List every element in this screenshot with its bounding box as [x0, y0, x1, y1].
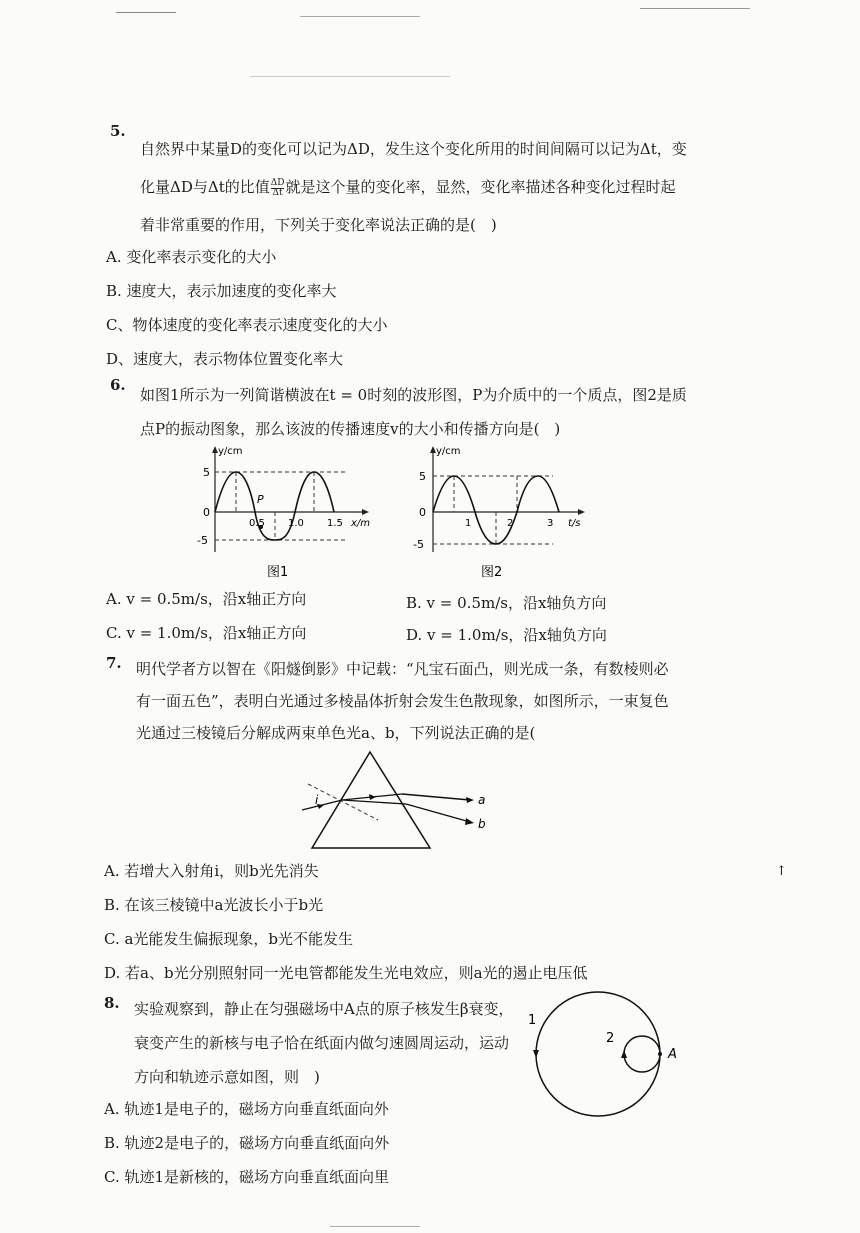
figure-2-caption: 图2	[481, 565, 503, 580]
question-7-line-3: 光通过三棱镜后分解成两束单色光a、b，下列说法正确的是(	[136, 724, 536, 742]
track-2-arrow	[621, 1050, 627, 1058]
question-7-option-a: A. 若增大入射角i，则b光先消失	[104, 862, 319, 880]
question-7-number: 7.	[106, 654, 122, 672]
t-tick-1: 1	[465, 518, 472, 529]
scan-artifact	[640, 8, 750, 9]
question-8-option-a: A. 轨迹1是电子的，磁场方向垂直纸面向外	[104, 1100, 389, 1118]
t-axis-label: t/s	[568, 518, 581, 529]
ray-b-label: b	[478, 817, 486, 831]
question-6-line-2: 点P的振动图象，那么该波的传播速度v的大小和传播方向是( )	[140, 420, 561, 438]
question-6-option-d: D. v = 1.0m/s，沿x轴负方向	[406, 626, 607, 644]
y-axis-label: y/cm	[436, 446, 461, 457]
arrow-inside	[369, 794, 376, 800]
question-8-line-3: 方向和轨迹示意如图，则 )	[134, 1068, 320, 1086]
scan-artifact	[116, 12, 176, 13]
point-a-marker	[658, 1052, 662, 1056]
question-5-line-1: 自然界中某量D的变化可以记为ΔD，发生这个变化所用的时间间隔可以记为Δt，变	[140, 140, 687, 158]
question-5-line-3: 着非常重要的作用，下列关于变化率说法正确的是( )	[140, 216, 497, 234]
question-7-option-b: B. 在该三棱镜中a光波长小于b光	[104, 896, 324, 914]
scan-artifact	[330, 1226, 420, 1227]
exit-ray-a	[402, 794, 470, 800]
y-axis-label: y/cm	[218, 446, 243, 457]
y-tick-neg5: -5	[413, 538, 424, 551]
question-8-number: 8.	[104, 994, 120, 1012]
question-6-option-b: B. v = 0.5m/s，沿x轴负方向	[406, 594, 607, 612]
question-8-line-2: 衰变产生的新核与电子恰在纸面内做匀速圆周运动，运动	[134, 1034, 510, 1052]
question-5-option-c: C、物体速度的变化率表示速度变化的大小	[106, 316, 388, 334]
prism-diagram	[290, 748, 510, 858]
fraction: $\frac{\Delta D}{\Delta t}$	[270, 177, 285, 198]
question-8-option-b: B. 轨迹2是电子的，磁场方向垂直纸面向外	[104, 1134, 390, 1152]
question-5-option-b: B. 速度大，表示加速度的变化率大	[106, 282, 337, 300]
question-6-number: 6.	[110, 376, 126, 394]
figure-1-wave-graph	[185, 440, 375, 590]
question-6-option-a: A. v = 0.5m/s，沿x轴正方向	[106, 590, 307, 608]
y-tick-neg5: -5	[197, 534, 208, 547]
y-tick-5: 5	[203, 466, 210, 479]
question-5-number: 5.	[110, 122, 126, 140]
x-axis-label: x/m	[351, 518, 371, 529]
margin-mark: ↑	[776, 864, 787, 879]
point-p-label: P	[257, 493, 264, 506]
track-2-label: 2	[606, 1031, 615, 1046]
scan-artifact	[300, 16, 420, 17]
question-5-option-a: A. 变化率表示变化的大小	[106, 248, 277, 266]
t-tick-2: 2	[507, 518, 514, 529]
exit-ray-b	[406, 804, 470, 822]
question-8-line-1: 实验观察到，静止在匀强磁场中A点的原子核发生β衰变，	[134, 1000, 514, 1018]
x-axis-arrow	[578, 509, 585, 515]
x-tick-1.0: 1.0	[288, 518, 304, 529]
x-tick-0.5: 0.5	[249, 518, 265, 529]
x-axis-arrow	[362, 509, 369, 515]
track-2-circle	[624, 1036, 660, 1072]
arrow-b	[465, 818, 474, 825]
angle-i-label: i	[315, 793, 319, 807]
scan-artifact	[250, 76, 450, 77]
question-7-option-c: C. a光能发生偏振现象，b光不能发生	[104, 930, 354, 948]
t-tick-3: 3	[547, 518, 554, 529]
question-7-option-d: D. 若a、b光分别照射同一光电管都能发生光电效应，则a光的遏止电压低	[104, 964, 588, 982]
question-5-option-d: D、速度大，表示物体位置变化率大	[106, 350, 344, 368]
y-tick-0: 0	[419, 506, 426, 519]
question-8-option-c: C. 轨迹1是新核的，磁场方向垂直纸面向里	[104, 1168, 390, 1186]
refracted-ray-b	[342, 800, 406, 804]
track-1-arrow	[533, 1050, 539, 1058]
question-5-line-2: 化量ΔD与Δt的比值 $\frac{\Delta D}{\Delta t}$ 就是这个量的变化率，显然，变化率描述各种变化过程时起	[140, 177, 676, 198]
question-6-line-1: 如图1所示为一列简谐横波在t = 0时刻的波形图，P为介质中的一个质点，图2是质	[140, 386, 687, 404]
y-tick-0: 0	[203, 506, 210, 519]
track-1-circle	[536, 992, 660, 1116]
y-tick-5: 5	[419, 470, 426, 483]
question-7-line-1: 明代学者方以智在《阳燧倒影》中记载：“凡宝石面凸，则光成一条，有数棱则必	[136, 660, 669, 678]
arrow-a	[466, 797, 474, 803]
x-tick-1.5: 1.5	[327, 518, 343, 529]
question-7-line-2: 有一面五色”，表明白光通过多棱晶体折射会发生色散现象，如图所示，一束复色	[136, 692, 669, 710]
question-6-option-c: C. v = 1.0m/s，沿x轴正方向	[106, 624, 307, 642]
figure-1-caption: 图1	[267, 565, 289, 580]
ray-a-label: a	[478, 793, 486, 807]
prism-triangle	[312, 752, 430, 848]
decay-track-diagram	[520, 990, 690, 1120]
figure-2-vibration-graph	[405, 440, 595, 590]
track-1-label: 1	[528, 1013, 537, 1028]
point-a-label: A	[668, 1047, 677, 1062]
